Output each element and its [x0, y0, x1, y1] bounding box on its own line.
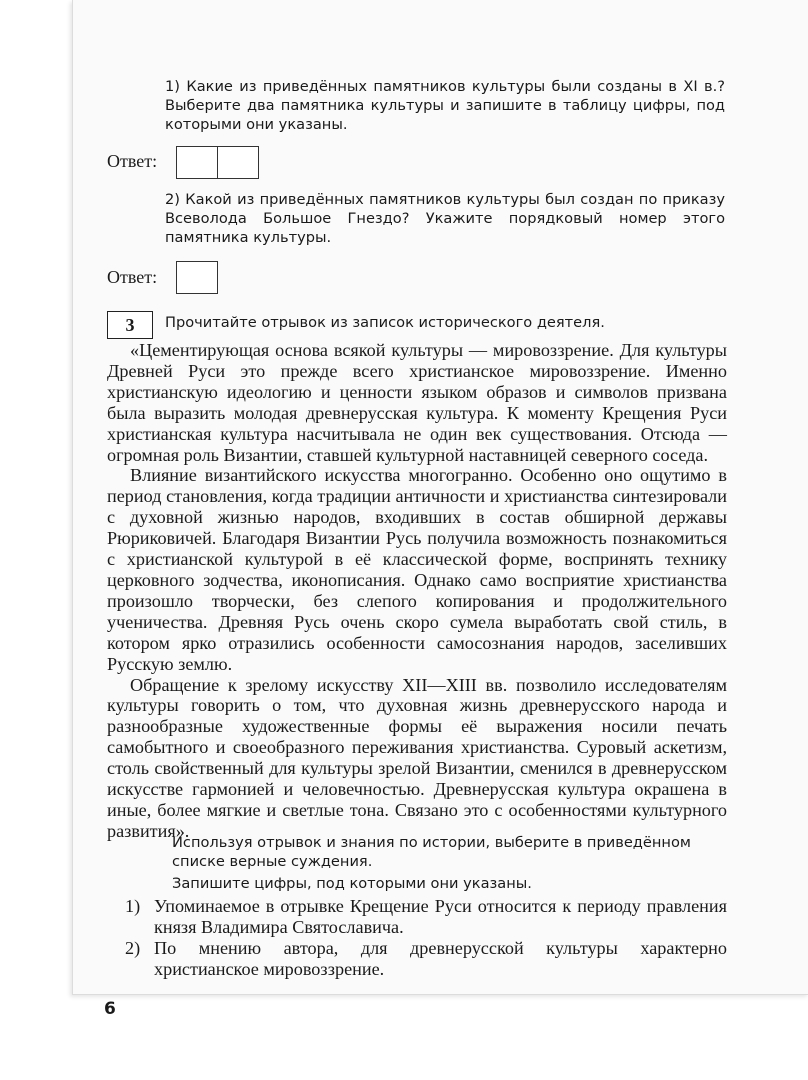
option-text: По мнению автора, для древнерусской культуры характерно христианское мировоззрение.: [154, 937, 727, 979]
page-number: 6: [104, 999, 116, 1019]
answer-box-2[interactable]: [176, 261, 218, 294]
answer-cell[interactable]: [177, 147, 217, 178]
passage-paragraph-1: «Цементирующая основа всякой культуры — мировоззрение. Для культуры Древней Руси это прежде всего христианское мировоззрение. Именно христианскую идеологию и ценности языком образов и символов призвана была выразить молодая древнерусская культура. К моменту Крещения Руси христианская культура насчитывала не один век существования. Отсюда — огромная роль Византии, ставшей культурной наставницей северного соседа.: [107, 340, 727, 465]
source-passage: [107, 340, 727, 842]
options-list: [125, 896, 727, 980]
answer-label-1: Ответ:: [107, 151, 158, 171]
instruction-select: Используя отрывок и знания по истории, выберите в приведённом списке верные суждения.: [172, 834, 691, 870]
list-item: [125, 938, 727, 980]
task-instruction: Прочитайте отрывок из записок исторического деятеля.: [165, 314, 605, 331]
answer-cell[interactable]: [177, 262, 217, 293]
instruction-write: Запишите цифры, под которыми они указаны.: [172, 875, 532, 892]
passage-paragraph-3: Обращение к зрелому искусству XII—XIII вв. позволило исследователям культуры говорить о том, что духовная жизнь древнерусского народа и разнообразные художественные формы её выражения носили печать самобытного и своеобразного переживания христианства. Суровый аскетизм, столь свойственный для культуры зрелой Византии, сменился в древнерусском искусстве гармонией и человечностью. Древнерусская культура окрашена в иные, более мягкие и светлые тона. Связано это с особенностями культурного развития».: [107, 674, 727, 841]
passage-paragraph-2: Влияние византийского искусства многогранно. Особенно оно ощутимо в период становления, когда традиции античности и христианства синтезировали с духовной жизнью народов, входивших в состав обширной державы Рюриковичей. Благодаря Византии Русь получила возможность познакомиться с христианской культурой в её классической форме, воспринять технику церковного зодчества, иконописания. Однако само восприятие христианства произошло творчески, без слепого копирования и продолжительного ученичества. Древняя Русь очень скоро сумела выработать свой стиль, в котором ярко отразились особенности самосознания народов, заселивших Русскую землю.: [107, 465, 727, 674]
answer-box-1[interactable]: [176, 146, 259, 179]
option-number: 2): [125, 937, 141, 958]
option-text: Упоминаемое в отрывке Крещение Руси относится к периоду правления князя Владимира Святославича.: [154, 896, 727, 937]
list-item: [125, 896, 727, 938]
task-number-badge: 3: [107, 311, 153, 339]
answer-label-2: Ответ:: [107, 267, 158, 287]
option-number: 1): [125, 896, 141, 916]
question-1-text: 1) Какие из приведённых памятников культуры были созданы в XI в.? Выберите два памятника культуры и запишите в таблицу цифры, под которыми они указаны.: [165, 78, 725, 133]
answer-cell[interactable]: [217, 147, 258, 178]
question-2-text: 2) Какой из приведённых памятников культуры был создан по приказу Всеволода Большое Гнездо? Укажите порядковый номер этого памятника культуры.: [165, 191, 725, 246]
